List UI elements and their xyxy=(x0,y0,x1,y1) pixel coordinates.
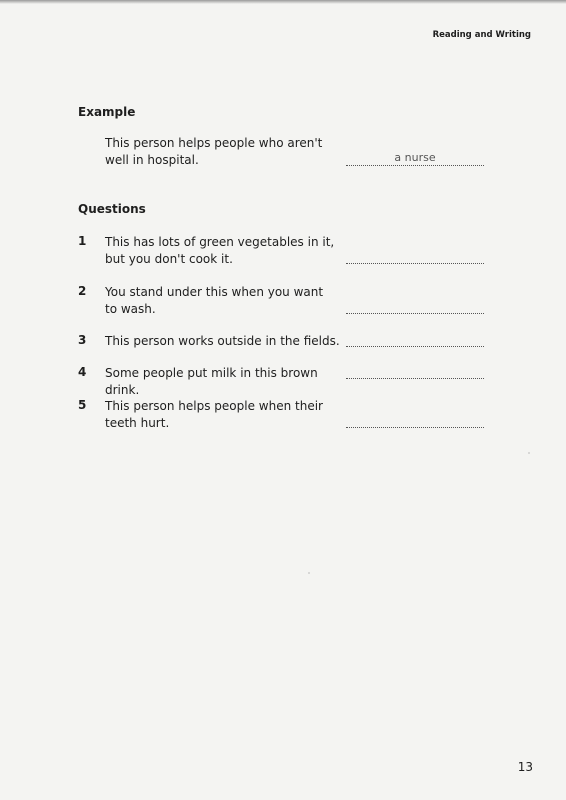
page-top-edge xyxy=(0,0,566,4)
question-text xyxy=(105,333,355,350)
question-text xyxy=(105,365,355,399)
answer-line-2[interactable] xyxy=(346,299,484,314)
question-text xyxy=(105,234,345,268)
question-line: to wash. xyxy=(105,302,156,316)
question-number: 3 xyxy=(78,333,87,347)
page-number: 13 xyxy=(517,760,533,774)
questions-heading: Questions xyxy=(78,202,146,216)
answer-line-4[interactable] xyxy=(346,364,484,379)
example-heading: Example xyxy=(78,105,136,119)
example-answer: a nurse xyxy=(394,151,436,164)
paper-speck xyxy=(308,572,310,574)
example-line: well in hospital. xyxy=(105,153,199,167)
question-number: 4 xyxy=(78,365,87,379)
answer-line-3[interactable] xyxy=(346,332,484,347)
example-answer-line xyxy=(346,151,484,166)
question-line: but you don't cook it. xyxy=(105,252,233,266)
section-header: Reading and Writing xyxy=(432,30,531,40)
question-number: 1 xyxy=(78,234,87,248)
paper-speck xyxy=(528,452,530,454)
question-line: Some people put milk in this brown drink. xyxy=(105,366,318,397)
question-line: This person works outside in the fields. xyxy=(105,334,340,348)
question-number: 2 xyxy=(78,284,87,298)
question-line: You stand under this when you want xyxy=(105,285,324,299)
question-line: This person helps people when their xyxy=(105,399,323,413)
question-line: teeth hurt. xyxy=(105,416,170,430)
answer-line-1[interactable] xyxy=(346,249,484,264)
question-line: This has lots of green vegetables in it, xyxy=(105,235,335,249)
example-text xyxy=(105,135,345,169)
answer-line-5[interactable] xyxy=(346,413,484,428)
question-text xyxy=(105,284,345,318)
question-number: 5 xyxy=(78,398,87,412)
question-text xyxy=(105,398,345,432)
example-line: This person helps people who aren't xyxy=(105,136,323,150)
